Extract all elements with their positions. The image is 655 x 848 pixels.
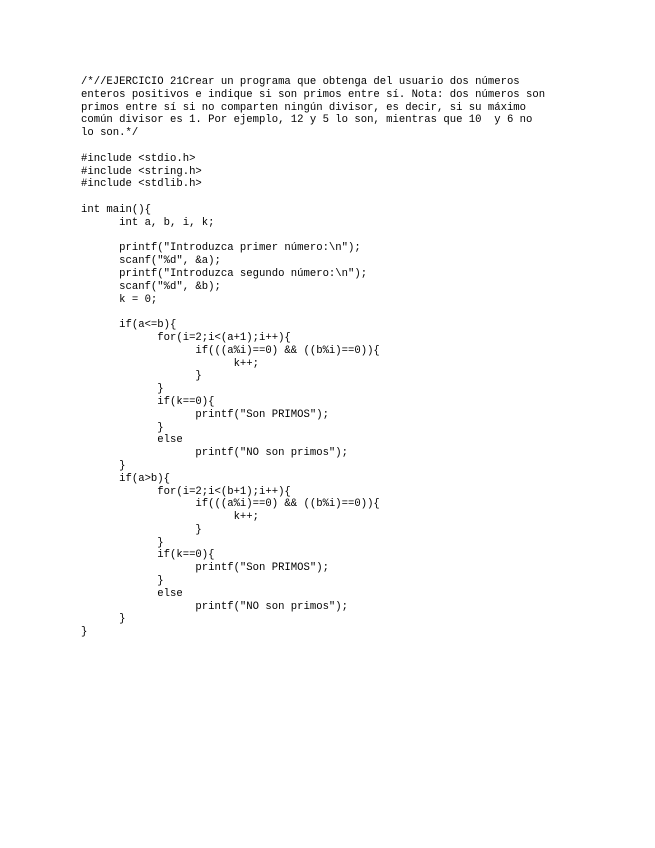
code-line: } [81,575,164,588]
code-line: printf("Son PRIMOS"); [81,562,329,575]
code-line: primos entre sí si no comparten ningún divisor, es decir, si su máximo [81,101,527,114]
code-line: printf("Introduzca segundo número:\n"); [81,267,368,280]
code-line: } [81,536,164,549]
code-line: } [81,613,126,626]
code-line [81,191,581,204]
code-line: k++; [81,511,260,524]
code-line: int main(){ [81,203,151,216]
code-line: if(k==0){ [81,549,215,562]
code-line: scanf("%d", &a); [81,255,221,268]
code-line: if(a<=b){ [81,319,177,332]
code-line: else [81,587,183,600]
code-line: int a, b, i, k; [81,216,215,229]
code-line: enteros positivos e indique si son primos entre sí. Nota: dos números son [81,88,546,101]
code-line [81,230,581,243]
code-line [81,306,581,319]
code-line: lo son.*/ [81,127,139,140]
code-line: else [81,434,183,447]
code-line: } [81,421,164,434]
code-line: } [81,383,164,396]
code-line: for(i=2;i<(b+1);i++){ [81,485,291,498]
code-line: } [81,626,88,639]
code-line: k = 0; [81,293,158,306]
code-line: /*//EJERCICIO 21Crear un programa que obtenga del usuario dos números [81,76,520,88]
code-listing [81,76,581,639]
code-line: #include <string.h> [81,165,202,178]
code-line: printf("Son PRIMOS"); [81,408,329,421]
code-line: printf("NO son primos"); [81,447,349,460]
code-line: } [81,370,202,383]
code-line: for(i=2;i<(a+1);i++){ [81,331,291,344]
code-line: común divisor es 1. Por ejemplo, 12 y 5 lo son, mientras que 10 y 6 no [81,114,533,127]
code-line: #include <stdio.h> [81,152,196,165]
code-line: k++; [81,357,260,370]
code-line: if(k==0){ [81,395,215,408]
code-line: printf("Introduzca primer número:\n"); [81,242,361,255]
code-line: printf("NO son primos"); [81,600,349,613]
code-line: #include <stdlib.h> [81,178,202,191]
code-line: if(a>b){ [81,472,171,485]
code-line: } [81,459,126,472]
code-line: } [81,523,202,536]
code-line: if(((a%i)==0) && ((b%i)==0)){ [81,498,380,511]
code-line: scanf("%d", &b); [81,280,221,293]
code-line: if(((a%i)==0) && ((b%i)==0)){ [81,344,380,357]
code-line [81,140,581,153]
